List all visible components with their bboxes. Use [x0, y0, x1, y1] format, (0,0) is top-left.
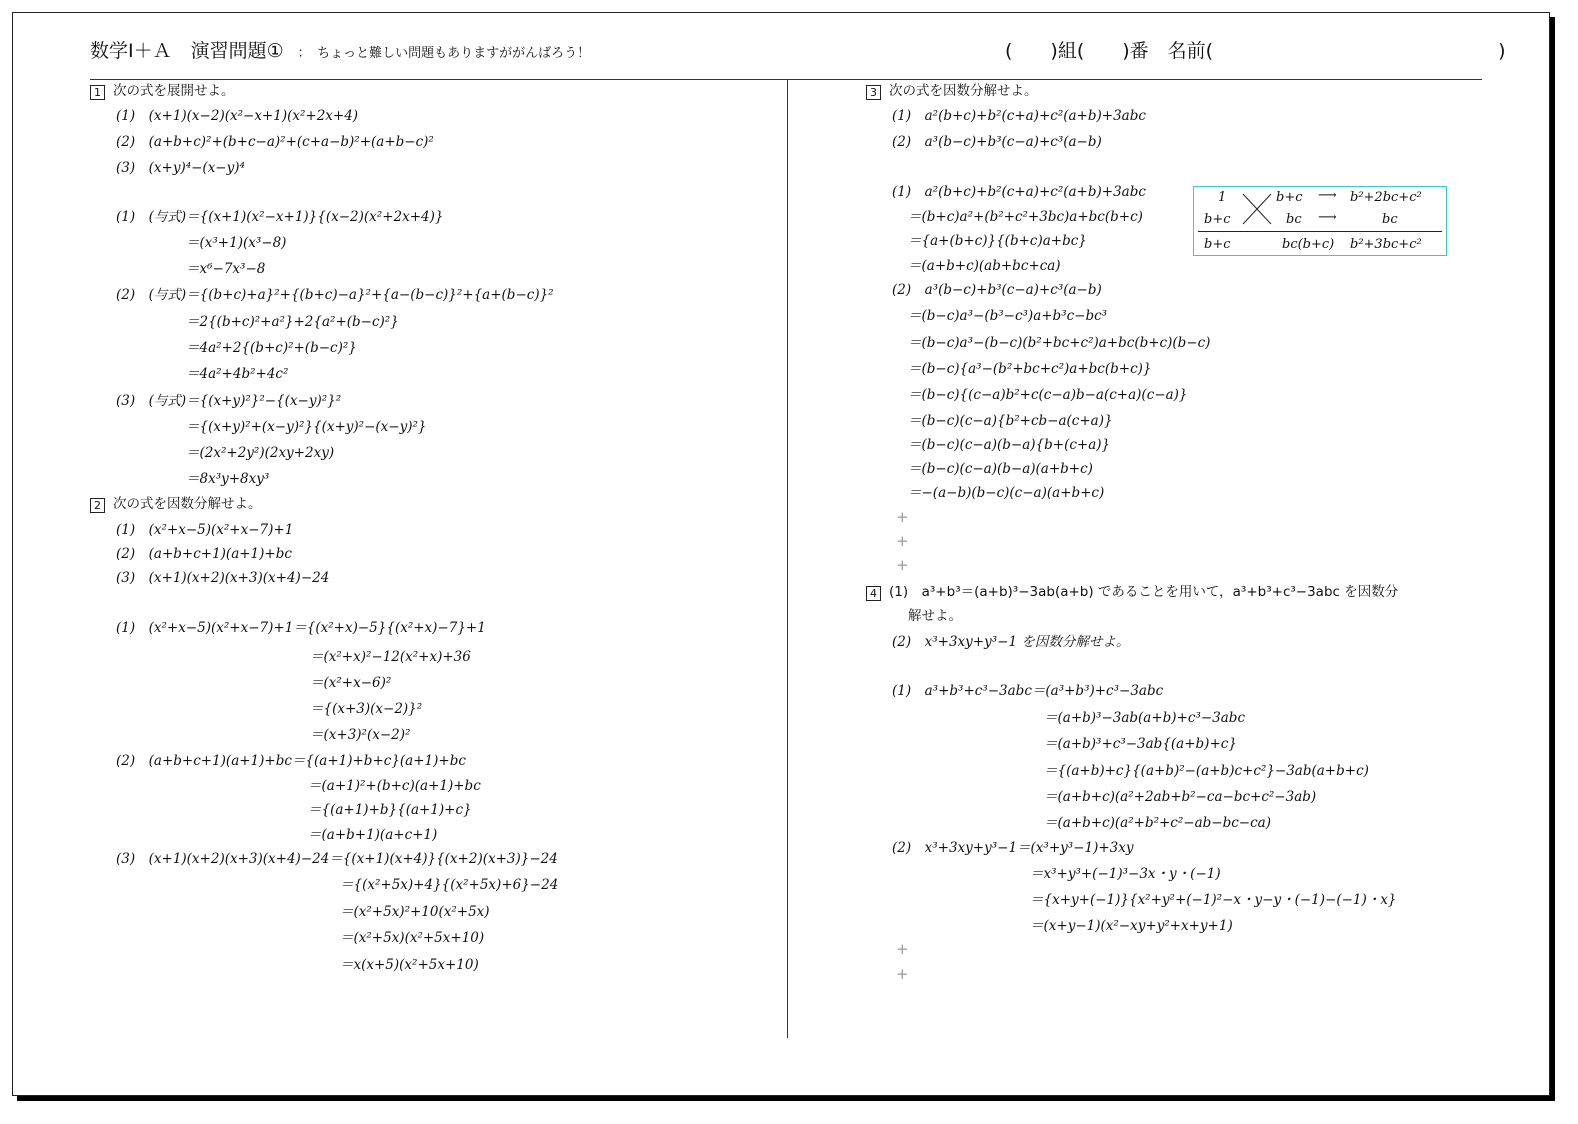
problem-4-heading: 4 (1) a³+b³＝(a+b)³−3ab(a+b) であることを用いて，a³+b³+c³−3abc を因数分 [866, 583, 1398, 601]
solution-line: ＝{(a+1)+b}{(a+1)+c} [308, 802, 472, 818]
solution-line: ＝x(x+5)(x²+5x+10) [340, 957, 479, 973]
solution-line: ＝(a+b)³−3ab(a+b)+c³−3abc [1044, 710, 1246, 726]
student-name-line: ( )組( )番 名前( ) [1005, 40, 1506, 62]
solution-line: ＝(b−c){a³−(b²+bc+c²)a+bc(b+c)} [908, 361, 1152, 377]
problem-number-box: 2 [90, 498, 105, 513]
solution-line: ＝(b−c)(c−a)(b−a)(a+b+c) [908, 461, 1093, 477]
problem-2-heading: 2 次の式を因数分解せよ。 [90, 495, 262, 513]
plus-marker: + [896, 965, 909, 983]
solution-line: ＝2{(b+c)²+a²}+2{a²+(b−c)²} [186, 314, 399, 330]
solution-line: (1) a³+b³+c³−3abc＝(a³+b³)+c³−3abc [892, 683, 1164, 699]
problem-line: (1) (x²+x−5)(x²+x−7)+1 [116, 522, 294, 538]
solution-line: ＝(a+b+c)(a²+b²+c²−ab−bc−ca) [1044, 815, 1271, 831]
tasuki-cell: bc [1286, 212, 1302, 227]
solution-line: (3) (x+1)(x+2)(x+3)(x+4)−24＝{(x+1)(x+4)}{(x+2)(x+3)}−24 [116, 851, 558, 867]
solution-line: ＝{(a+b)+c}{(a+b)²−(a+b)c+c²}−3ab(a+b+c) [1044, 763, 1369, 779]
solution-line: ＝−(a−b)(b−c)(c−a)(a+b+c) [908, 485, 1105, 501]
solution-line: (3) (与式)＝{(x+y)²}²−{(x−y)²}² [116, 393, 342, 409]
solution-line: ＝{x+y+(−1)}{x²+y²+(−1)²−x・y−y・(−1)−(−1)・x} [1030, 892, 1397, 908]
column-divider [787, 80, 788, 1038]
worksheet-subtitle: ： ちょっと難しい問題もありますががんばろう！ [297, 46, 591, 61]
solution-line: ＝(b−c)a³−(b³−c³)a+b³c−bc³ [908, 308, 1108, 324]
solution-line: ＝(b−c)(c−a){b²+cb−a(c+a)} [908, 413, 1113, 429]
solution-line: ＝(b−c)(c−a)(b−a){b+(c+a)} [908, 437, 1111, 453]
solution-line: ＝(a+b)³+c³−3ab{(a+b)+c} [1044, 736, 1237, 752]
solution-line: (2) (与式)＝{(b+c)+a}²+{(b+c)−a}²+{a−(b−c)}²+{a+(b−c)}² [116, 287, 554, 303]
problem-line: (3) (x+1)(x+2)(x+3)(x+4)−24 [116, 570, 330, 586]
tasuki-cell: b+c [1204, 237, 1231, 252]
problem-line: (1) a²(b+c)+b²(c+a)+c²(a+b)+3abc [892, 108, 1146, 124]
solution-line: ＝(x²+x−6)² [310, 675, 392, 691]
solution-line: ＝(a+b+c)(ab+bc+ca) [908, 258, 1061, 274]
problem-number-box: 4 [866, 586, 881, 601]
problem-1-heading: 1 次の式を展開せよ。 [90, 82, 235, 100]
problem-line: 解せよ。 [908, 608, 962, 624]
solution-line: ＝(a+b+c)(a²+2ab+b²−ca−bc+c²−3ab) [1044, 789, 1317, 805]
solution-line: ＝(x³+1)(x³−8) [186, 235, 287, 251]
solution-line: (1) (与式)＝{(x+1)(x²−x+1)}{(x−2)(x²+2x+4)} [116, 209, 444, 225]
solution-line: ＝{(x+3)(x−2)}² [310, 701, 423, 717]
problem-number-box: 3 [866, 85, 881, 100]
cross-icon [1242, 193, 1272, 225]
problem-line: (2) (a+b+c)²+(b+c−a)²+(c+a−b)²+(a+b−c)² [116, 134, 434, 150]
arrow-icon: ⟶ [1318, 210, 1337, 225]
tasuki-cell: b²+3bc+c² [1350, 237, 1422, 252]
solution-line: (2) (a+b+c+1)(a+1)+bc＝{(a+1)+b+c}(a+1)+bc [116, 753, 466, 769]
solution-line: ＝(x²+5x)²+10(x²+5x) [340, 904, 490, 920]
solution-line: ＝(x²+5x)(x²+5x+10) [340, 930, 485, 946]
tasuki-cell: bc(b+c) [1282, 237, 1335, 252]
tasuki-cell: 1 [1218, 190, 1227, 205]
header-rule [90, 79, 1482, 80]
cross-multiplication-box [1193, 186, 1447, 256]
solution-line: ＝(2x²+2y²)(2xy+2xy) [186, 445, 335, 461]
solution-line: ＝(x²+x)²−12(x²+x)+36 [310, 649, 471, 665]
solution-line: ＝{(x+y)²+(x−y)²}{(x+y)²−(x−y)²} [186, 419, 427, 435]
tasuki-cell: b+c [1276, 190, 1303, 205]
plus-marker: + [896, 508, 909, 526]
tasuki-cell: bc [1382, 212, 1398, 227]
solution-line: ＝(b+c)a²+(b²+c²+3bc)a+bc(b+c) [908, 209, 1143, 225]
solution-line: ＝(b−c){(c−a)b²+c(c−a)b−a(c+a)(c−a)} [908, 387, 1188, 403]
tasuki-sum-rule [1198, 231, 1442, 232]
solution-line: ＝(x+y−1)(x²−xy+y²+x+y+1) [1030, 918, 1233, 934]
solution-line: ＝8x³y+8xy³ [186, 471, 270, 487]
solution-line: ＝4a²+2{(b+c)²+(b−c)²} [186, 340, 357, 356]
plus-marker: + [896, 556, 909, 574]
tasuki-cell: b+c [1204, 212, 1231, 227]
problem-line: (3) (x+y)⁴−(x−y)⁴ [116, 160, 245, 176]
plus-marker: + [896, 532, 909, 550]
tasuki-cell: b²+2bc+c² [1350, 190, 1422, 205]
problem-line: (2) a³(b−c)+b³(c−a)+c³(a−b) [892, 134, 1102, 150]
solution-line: ＝{(x²+5x)+4}{(x²+5x)+6}−24 [340, 877, 559, 893]
plus-marker: + [896, 940, 909, 958]
solution-line: ＝x³+y³+(−1)³−3x・y・(−1) [1030, 866, 1221, 882]
solution-line: ＝(a+1)²+(b+c)(a+1)+bc [308, 778, 481, 794]
problem-number-box: 1 [90, 85, 105, 100]
solution-line: (2) a³(b−c)+b³(c−a)+c³(a−b) [892, 282, 1102, 298]
problem-line: (1) (x+1)(x−2)(x²−x+1)(x²+2x+4) [116, 108, 359, 124]
solution-line: ＝(a+b+1)(a+c+1) [308, 827, 438, 843]
solution-line: ＝(b−c)a³−(b−c)(b²+bc+c²)a+bc(b+c)(b−c) [908, 335, 1211, 351]
solution-line: ＝4a²+4b²+4c² [186, 366, 289, 382]
solution-line: (1) a²(b+c)+b²(c+a)+c²(a+b)+3abc [892, 184, 1146, 200]
worksheet-title: 数学Ⅰ＋Ａ 演習問題① ： ちょっと難しい問題もありますががんばろう！ [90, 40, 591, 62]
solution-line: ＝{a+(b+c)}{(b+c)a+bc} [908, 233, 1087, 249]
solution-line: ＝(x+3)²(x−2)² [310, 727, 411, 743]
problem-line: (2) (a+b+c+1)(a+1)+bc [116, 546, 292, 562]
solution-line: (2) x³+3xy+y³−1＝(x³+y³−1)+3xy [892, 840, 1134, 856]
problem-3-heading: 3 次の式を因数分解せよ。 [866, 82, 1038, 100]
problem-line: (2) x³+3xy+y³−1 を因数分解せよ。 [892, 634, 1130, 650]
solution-line: (1) (x²+x−5)(x²+x−7)+1＝{(x²+x)−5}{(x²+x)−7}+1 [116, 620, 486, 636]
arrow-icon: ⟶ [1318, 188, 1337, 203]
solution-line: ＝x⁶−7x³−8 [186, 261, 266, 277]
